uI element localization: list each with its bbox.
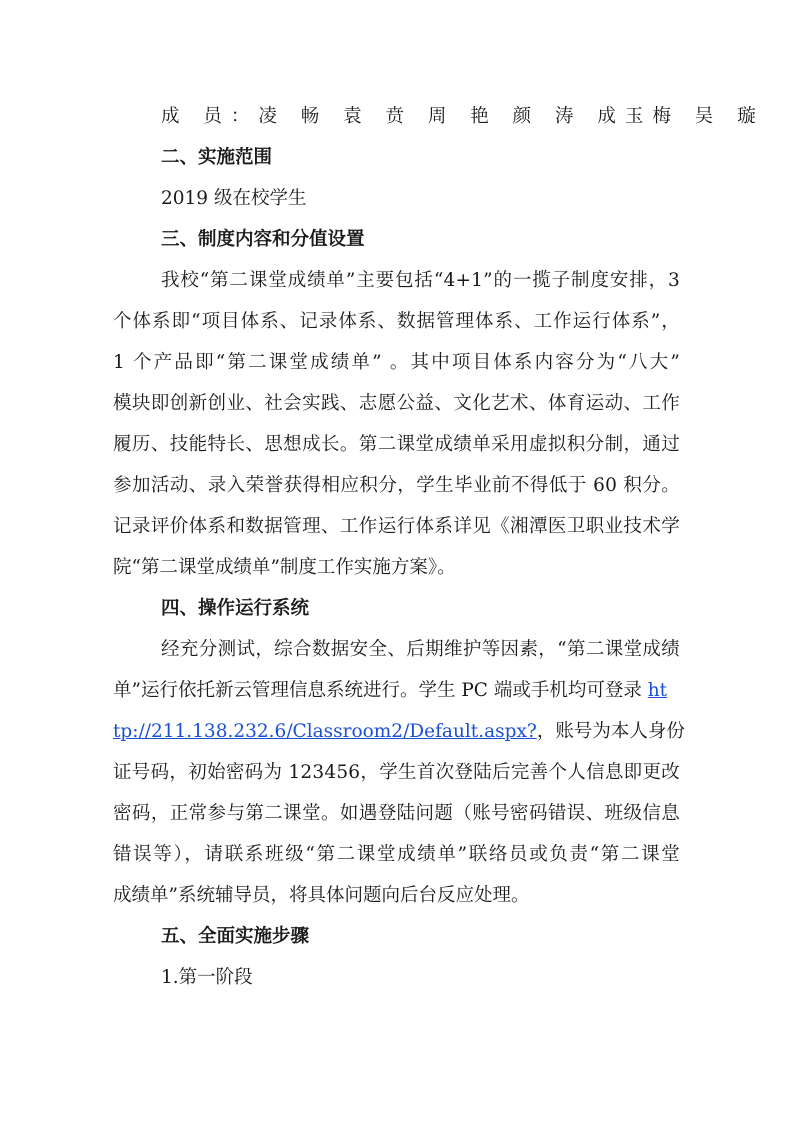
system-para-line: 经充分测试，综合数据安全、后期维护等因素，“第二课堂成绩 xyxy=(161,639,680,660)
system-para-line xyxy=(113,711,685,752)
system-para-text: 单”运行依托新云管理信息系统进行。学生 PC 端或手机均可登录 xyxy=(113,680,648,701)
login-url-link[interactable]: ht xyxy=(647,680,668,701)
section-heading-content: 三、制度内容和分值设置 xyxy=(161,229,365,250)
section-heading-steps: 五、全面实施步骤 xyxy=(161,926,310,947)
content-para-line: 我校“第二课堂成绩单”主要包括“4+1”的一揽子制度安排，3 xyxy=(161,270,680,291)
content-para-line: 参加活动、录入荣誉获得相应积分，学生毕业前不得低于 60 积分。 xyxy=(113,475,680,496)
system-para-line: 成绩单”系统辅导员，将具体问题向后台反应处理。 xyxy=(113,885,530,906)
system-para-line: 密码，正常参与第二课堂。如遇登陆问题（账号密码错误、班级信息 xyxy=(113,803,680,824)
content-para-line: 模块即创新创业、社会实践、志愿公益、文化艺术、体育运动、工作 xyxy=(113,393,680,414)
document-page xyxy=(113,96,765,998)
content-para-line: 1 个产品即“第二课堂成绩单” 。其中项目体系内容分为“八大” xyxy=(113,352,680,373)
system-para-text: ，账号为本人身份 xyxy=(536,721,685,742)
login-url-link[interactable]: tp://211.138.232.6/Classroom2/Default.aspx? xyxy=(113,721,537,742)
system-para-line: 证号码，初始密码为 123456，学生首次登陆后完善个人信息即更改 xyxy=(113,762,680,783)
system-para-line xyxy=(113,670,680,711)
content-para-line: 记录评价体系和数据管理、工作运行体系详见《湘潭医卫职业技术学 xyxy=(113,516,680,537)
system-para-line: 错误等），请联系班级“第二课堂成绩单”联络员或负责“第二课堂 xyxy=(113,844,680,865)
content-para-line: 个体系即“项目体系、记录体系、数据管理体系、工作运行体系”， xyxy=(113,311,680,332)
scope-body: 2019 级在校学生 xyxy=(161,188,307,209)
members-line: 成 员：凌 畅 袁 贲 周 艳 颜 涛 成玉梅 吴 璇 xyxy=(161,106,765,127)
step-subheading: 1.第一阶段 xyxy=(161,967,253,988)
section-heading-system: 四、操作运行系统 xyxy=(161,598,310,619)
content-para-line: 履历、技能特长、思想成长。第二课堂成绩单采用虚拟积分制，通过 xyxy=(113,434,680,455)
content-para-line: 院“第二课堂成绩单”制度工作实施方案》。 xyxy=(113,557,456,578)
section-heading-scope: 二、实施范围 xyxy=(161,147,273,168)
